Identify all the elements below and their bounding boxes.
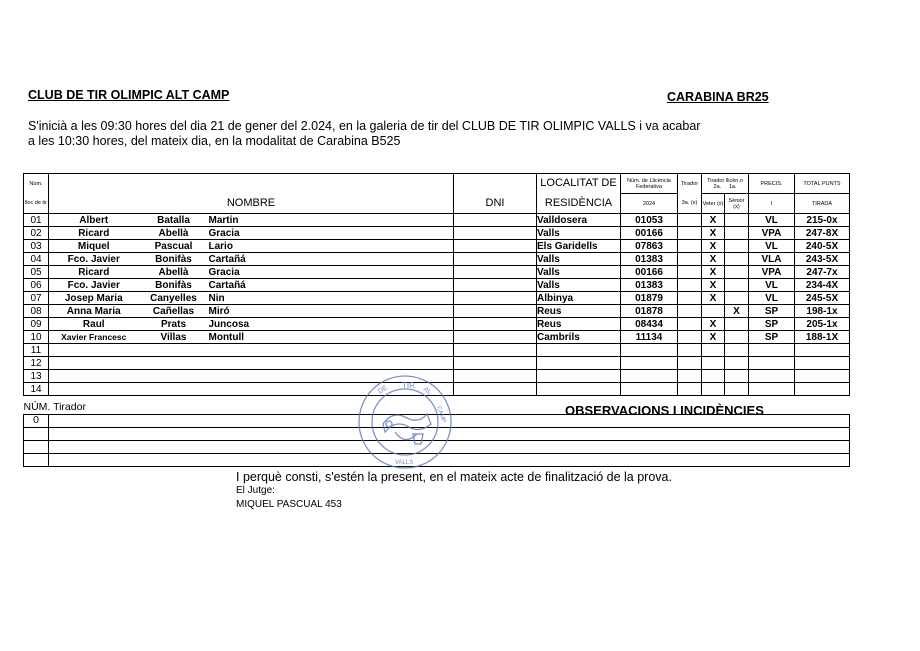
cell-surname-2: Juncosa xyxy=(209,318,454,331)
cell-dni xyxy=(454,266,537,279)
cell-dni xyxy=(454,383,537,396)
category-title: CARABINA BR25 xyxy=(667,90,769,104)
cell-precision: VPA xyxy=(749,266,795,279)
cell-license: 00166 xyxy=(621,266,678,279)
cell-dni xyxy=(454,318,537,331)
cell-surname-1: Abellà xyxy=(139,266,209,279)
cell-precision xyxy=(749,370,795,383)
th-tirador: Tirador xyxy=(678,174,702,194)
cell-senior xyxy=(725,344,749,357)
cell-first-name: Xavier Francesc xyxy=(49,331,139,344)
cell-veteran: X xyxy=(702,240,725,253)
cell-senior xyxy=(725,279,749,292)
obs-tirador-label: Tirador xyxy=(53,400,86,413)
cell-total: 247-8X xyxy=(795,227,850,240)
cell-license xyxy=(621,344,678,357)
cell-license: 01383 xyxy=(621,279,678,292)
cell-senior xyxy=(725,253,749,266)
cell-locality xyxy=(537,383,621,396)
cell-row-num: 08 xyxy=(24,305,49,318)
cell-surname-2: Montull xyxy=(209,331,454,344)
cell-total: 247-7x xyxy=(795,266,850,279)
cell-tirador-3a xyxy=(678,357,702,370)
club-title: CLUB DE TIR OLIMPIC ALT CAMP xyxy=(28,88,230,102)
cell-total xyxy=(795,357,850,370)
cell-veteran: X xyxy=(702,253,725,266)
cell-row-num: 06 xyxy=(24,279,49,292)
cell-locality: Reus xyxy=(537,305,621,318)
intro-line-2: a les 10:30 hores, del mateix dia, en la modalitat de Carabina B525 xyxy=(28,134,401,148)
th-llicencia: Núm. de Llicència Federativa xyxy=(621,174,678,194)
cell-veteran: X xyxy=(702,214,725,227)
cell-veteran: X xyxy=(702,331,725,344)
cell-senior xyxy=(725,292,749,305)
cell-surname-2: Gracia xyxy=(209,227,454,240)
cell-surname-2: Miró xyxy=(209,305,454,318)
cell-surname-1 xyxy=(139,383,209,396)
cell-license: 07863 xyxy=(621,240,678,253)
table-row xyxy=(24,214,850,227)
th-residencia: RESIDÈNCIA xyxy=(537,194,621,214)
th-lloc: lloc de tir xyxy=(24,194,49,214)
cell-tirador-3a xyxy=(678,266,702,279)
table-row xyxy=(24,292,850,305)
cell-veteran: X xyxy=(702,266,725,279)
cell-senior xyxy=(725,331,749,344)
table-row xyxy=(24,279,850,292)
table-row xyxy=(24,253,850,266)
cell-row-num: 13 xyxy=(24,370,49,383)
cell-surname-1 xyxy=(139,357,209,370)
cell-tirador-3a xyxy=(678,305,702,318)
obs-num xyxy=(24,440,49,453)
cell-locality: Valls xyxy=(537,279,621,292)
cell-senior xyxy=(725,214,749,227)
cell-locality: Reus xyxy=(537,318,621,331)
cell-first-name: Anna Maria xyxy=(49,305,139,318)
obs-num xyxy=(24,427,49,440)
cell-dni xyxy=(454,214,537,227)
cell-row-num: 02 xyxy=(24,227,49,240)
cell-surname-1 xyxy=(139,344,209,357)
cell-dni xyxy=(454,253,537,266)
th-senior: Sènior (x) xyxy=(725,194,749,214)
cell-total: 198-1x xyxy=(795,305,850,318)
cell-surname-1: Bonifàs xyxy=(139,253,209,266)
table-row xyxy=(24,318,850,331)
observations-title: OBSERVACIONS I INCIDÈNCIES xyxy=(565,403,764,418)
cell-surname-1 xyxy=(139,370,209,383)
stamp-top: TIR xyxy=(402,381,415,390)
cell-surname-1: Abellà xyxy=(139,227,209,240)
cell-total xyxy=(795,344,850,357)
cell-dni xyxy=(454,344,537,357)
cell-row-num: 03 xyxy=(24,240,49,253)
th-veter: Veter (x) xyxy=(702,194,725,214)
cell-first-name: Ricard xyxy=(49,227,139,240)
th-nombre: NOMBRE xyxy=(49,194,454,214)
cell-locality: Valls xyxy=(537,227,621,240)
cell-first-name: Albert xyxy=(49,214,139,227)
obs-num xyxy=(24,453,49,466)
cell-tirador-3a xyxy=(678,344,702,357)
cell-senior xyxy=(725,266,749,279)
cell-dni xyxy=(454,370,537,383)
table-row xyxy=(24,344,850,357)
th-col-2a: 2a. xyxy=(713,183,722,190)
cell-dni xyxy=(454,305,537,318)
cell-row-num: 01 xyxy=(24,214,49,227)
cell-surname-1: Batalla xyxy=(139,214,209,227)
cell-senior xyxy=(725,357,749,370)
th-dni: DNI xyxy=(454,194,537,214)
table-row xyxy=(24,357,850,370)
cell-total xyxy=(795,370,850,383)
th-dni-top xyxy=(454,174,537,194)
cell-precision xyxy=(749,383,795,396)
cell-surname-1: Canyelles xyxy=(139,292,209,305)
cell-locality: Albinya xyxy=(537,292,621,305)
cell-tirador-3a xyxy=(678,292,702,305)
table-row xyxy=(24,331,850,344)
cell-license: 01879 xyxy=(621,292,678,305)
table-row xyxy=(24,240,850,253)
cell-tirador-3a xyxy=(678,318,702,331)
cell-dni xyxy=(454,331,537,344)
cell-first-name: Ricard xyxy=(49,266,139,279)
cell-senior xyxy=(725,227,749,240)
cell-surname-2: Cartañá xyxy=(209,279,454,292)
cell-veteran: X xyxy=(702,318,725,331)
cell-veteran xyxy=(702,370,725,383)
th-llicencia-year: 2024 xyxy=(621,194,678,214)
cell-license: 00166 xyxy=(621,227,678,240)
cell-row-num: 10 xyxy=(24,331,49,344)
cell-total: 243-5X xyxy=(795,253,850,266)
cell-row-num: 04 xyxy=(24,253,49,266)
cell-locality: Valldosera xyxy=(537,214,621,227)
cell-first-name: Josep Maria xyxy=(49,292,139,305)
th-localitat: LOCALITAT DE xyxy=(537,174,621,194)
cell-precision: VL xyxy=(749,292,795,305)
cell-first-name xyxy=(49,344,139,357)
cell-first-name: Raul xyxy=(49,318,139,331)
cell-tirador-3a xyxy=(678,240,702,253)
th-tirador-llic xyxy=(702,174,749,194)
th-precis: PRECIS. xyxy=(749,174,795,194)
cell-dni xyxy=(454,357,537,370)
cell-locality: Cambrils xyxy=(537,331,621,344)
cell-surname-1: Pascual xyxy=(139,240,209,253)
cell-precision xyxy=(749,344,795,357)
cell-first-name xyxy=(49,357,139,370)
cell-surname-2 xyxy=(209,344,454,357)
cell-dni xyxy=(454,240,537,253)
cell-surname-2: Lario xyxy=(209,240,454,253)
footer xyxy=(236,470,672,512)
cell-total: 215-0x xyxy=(795,214,850,227)
cell-license: 01878 xyxy=(621,305,678,318)
cell-precision xyxy=(749,357,795,370)
cell-locality xyxy=(537,370,621,383)
cell-surname-2: Martin xyxy=(209,214,454,227)
cell-precision: SP xyxy=(749,305,795,318)
cell-surname-2: Nin xyxy=(209,292,454,305)
th-tirada: TIRADA xyxy=(795,194,850,214)
cell-precision: SP xyxy=(749,331,795,344)
cell-dni xyxy=(454,279,537,292)
cell-veteran xyxy=(702,383,725,396)
cell-surname-1: Bonifàs xyxy=(139,279,209,292)
th-nombre-top xyxy=(49,174,454,194)
intro-text xyxy=(28,119,808,149)
cell-tirador-3a xyxy=(678,383,702,396)
cell-row-num: 09 xyxy=(24,318,49,331)
cell-first-name: Fco. Javier xyxy=(49,279,139,292)
cell-total: 240-5X xyxy=(795,240,850,253)
cell-veteran: X xyxy=(702,279,725,292)
footer-judge-name: MIQUEL PASCUAL 453 xyxy=(236,499,342,510)
cell-row-num: 11 xyxy=(24,344,49,357)
cell-license xyxy=(621,383,678,396)
cell-surname-2 xyxy=(209,357,454,370)
results-table xyxy=(23,173,850,396)
cell-total: 234-4X xyxy=(795,279,850,292)
cell-senior xyxy=(725,370,749,383)
cell-tirador-3a xyxy=(678,253,702,266)
cell-precision: VL xyxy=(749,240,795,253)
cell-locality: Valls xyxy=(537,253,621,266)
th-total: TOTAL PUNTS xyxy=(795,174,850,194)
stamp-side3: CAMP xyxy=(435,405,447,424)
cell-surname-2: Gracia xyxy=(209,266,454,279)
cell-tirador-3a xyxy=(678,370,702,383)
cell-total: 188-1X xyxy=(795,331,850,344)
th-num: Núm. xyxy=(24,174,49,194)
cell-senior xyxy=(725,383,749,396)
footer-judge-label: El Jutge: xyxy=(236,485,275,496)
obs-num: 0 xyxy=(24,414,49,427)
cell-tirador-3a xyxy=(678,214,702,227)
cell-locality: Valls xyxy=(537,266,621,279)
cell-precision: VL xyxy=(749,214,795,227)
cell-surname-1: Prats xyxy=(139,318,209,331)
cell-license: 08434 xyxy=(621,318,678,331)
cell-row-num: 14 xyxy=(24,383,49,396)
cell-precision: VL xyxy=(749,279,795,292)
cell-first-name: Fco. Javier xyxy=(49,253,139,266)
cell-row-num: 07 xyxy=(24,292,49,305)
cell-license: 01053 xyxy=(621,214,678,227)
th-col-1a: 1a. xyxy=(728,183,737,190)
cell-veteran: X xyxy=(702,227,725,240)
cell-locality: Els Garidells xyxy=(537,240,621,253)
cell-license: 01383 xyxy=(621,253,678,266)
cell-tirador-3a xyxy=(678,279,702,292)
cell-row-num: 05 xyxy=(24,266,49,279)
cell-dni xyxy=(454,292,537,305)
cell-surname-1: Cañellas xyxy=(139,305,209,318)
intro-line-1: S'inicià a les 09:30 hores del dia 21 de gener del 2.024, en la galeria de tir del CLUB DE TIR OLIMPIC VALLS i va acabar xyxy=(28,119,701,133)
cell-surname-2: Cartañá xyxy=(209,253,454,266)
table-row xyxy=(24,227,850,240)
stamp-bottom: VALLS xyxy=(395,460,414,466)
cell-total: 205-1x xyxy=(795,318,850,331)
cell-senior xyxy=(725,318,749,331)
cell-veteran xyxy=(702,344,725,357)
cell-total: 245-5X xyxy=(795,292,850,305)
cell-license: 11134 xyxy=(621,331,678,344)
cell-first-name: Miquel xyxy=(49,240,139,253)
th-tirador-3a: 3a. (x) xyxy=(678,194,702,214)
footer-statement: I perquè consti, s'estén la present, en el mateix acte de finalització de la prova. xyxy=(236,470,672,484)
cell-first-name xyxy=(49,383,139,396)
cell-veteran xyxy=(702,305,725,318)
cell-tirador-3a xyxy=(678,331,702,344)
cell-veteran: X xyxy=(702,292,725,305)
stamp-side1: DE xyxy=(377,384,390,396)
cell-senior xyxy=(725,240,749,253)
cell-locality xyxy=(537,357,621,370)
cell-senior: X xyxy=(725,305,749,318)
cell-license xyxy=(621,357,678,370)
cell-total xyxy=(795,383,850,396)
cell-precision: VPA xyxy=(749,227,795,240)
club-stamp xyxy=(355,372,455,472)
cell-tirador-3a xyxy=(678,227,702,240)
table-row xyxy=(24,266,850,279)
cell-first-name xyxy=(49,370,139,383)
cell-row-num: 12 xyxy=(24,357,49,370)
stamp-side2: AL xyxy=(421,385,433,397)
obs-num-label: NÚM. xyxy=(23,400,51,413)
cell-surname-1: Villas xyxy=(139,331,209,344)
table-row xyxy=(24,305,850,318)
cell-veteran xyxy=(702,357,725,370)
th-tirador-llic-label: Tirador llicèn.o xyxy=(707,177,743,184)
cell-precision: VLA xyxy=(749,253,795,266)
th-precis-sub: I xyxy=(749,194,795,214)
cell-dni xyxy=(454,227,537,240)
cell-precision: SP xyxy=(749,318,795,331)
cell-locality xyxy=(537,344,621,357)
cell-license xyxy=(621,370,678,383)
